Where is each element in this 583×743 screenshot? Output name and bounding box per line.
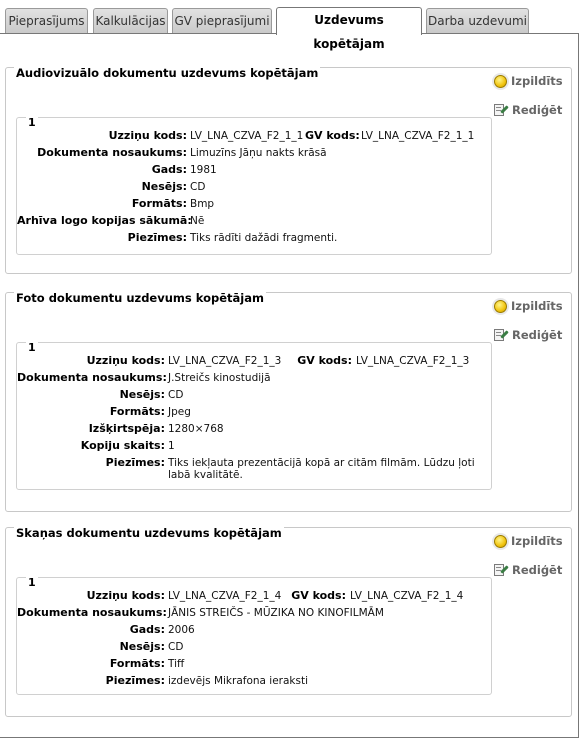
- panel-audiovisual: [5, 67, 572, 274]
- field-value: LV_LNA_CZVA_F2_1_3: [356, 355, 470, 367]
- field-label: Nesējs:: [141, 180, 187, 193]
- execute-button[interactable]: [494, 299, 563, 313]
- tab-darba-uzdevumi[interactable]: Darba uzdevumi: [426, 8, 529, 34]
- field-row: [17, 623, 487, 637]
- field-value: Nē: [190, 215, 205, 227]
- status-circle-icon: [494, 535, 507, 548]
- field-row: [17, 606, 487, 620]
- status-circle-icon: [494, 300, 507, 313]
- card-number: 1: [28, 116, 36, 129]
- tab-pieprasijums[interactable]: Pieprasījums: [5, 8, 88, 34]
- edit-button[interactable]: [494, 103, 562, 117]
- edit-label: Rediģēt: [512, 563, 563, 577]
- field-label: Arhīva logo kopijas sākumā:: [17, 214, 192, 227]
- task-card: [16, 342, 492, 490]
- field-label: Kopiju skaits:: [80, 439, 165, 452]
- field-row: [17, 180, 487, 194]
- field-value: Tiks iekļauta prezentācijā kopā ar citām filmām. Lūdzu ļoti labā kvalitātē.: [168, 457, 475, 481]
- field-value: LV_LNA_CZVA_F2_1_1: [361, 130, 475, 142]
- field-value: LV_LNA_CZVA_F2_1_1: [190, 130, 304, 142]
- field-value: CD: [168, 389, 184, 401]
- field-value: JĀNIS STREIČS - MŪZIKA NO KINOFILMĀM: [168, 607, 384, 619]
- field-value: Jpeg: [168, 406, 191, 418]
- field-row: [17, 371, 487, 385]
- card-number: 1: [28, 341, 36, 354]
- field-label: Dokumenta nosaukums:: [37, 146, 187, 159]
- field-row: [17, 197, 487, 211]
- field-value: 2006: [168, 624, 195, 636]
- panel-title: Foto dokumentu uzdevums kopētājam: [16, 291, 264, 305]
- tab-bar: [0, 0, 583, 51]
- field-value: 1: [168, 440, 175, 452]
- tab-gv-pieprasijumi[interactable]: GV pieprasījumi: [172, 8, 272, 34]
- field-value: izdevējs Mikrafona ieraksti: [168, 675, 309, 687]
- edit-document-icon: [494, 103, 508, 117]
- field-label: Uzziņu kods:: [108, 129, 187, 142]
- field-row: [17, 231, 487, 245]
- field-label: Formāts:: [109, 405, 165, 418]
- field-value: Tiks rādīti dažādi fragmenti.: [190, 232, 338, 244]
- field-value: CD: [168, 641, 184, 653]
- panel-title: Audiovizuālo dokumentu uzdevums kopētājam: [16, 66, 319, 80]
- field-label: Nesējs:: [119, 640, 165, 653]
- field-label: Formāts:: [131, 197, 187, 210]
- field-label: GV kods:: [305, 129, 360, 142]
- field-value: LV_LNA_CZVA_F2_1_3: [168, 355, 282, 367]
- panel-photo: [5, 292, 572, 512]
- field-label: GV kods:: [291, 589, 346, 602]
- task-card: [16, 577, 492, 695]
- field-row: [17, 163, 487, 177]
- edit-button[interactable]: [494, 563, 562, 577]
- field-row: [17, 214, 487, 228]
- field-label: Dokumenta nosaukums:: [17, 606, 167, 619]
- field-value: Limuzīns Jāņu nakts krāsā: [190, 147, 327, 159]
- edit-document-icon: [494, 328, 508, 342]
- field-value: 1280×768: [168, 423, 224, 435]
- field-value: Tiff: [168, 658, 185, 670]
- field-row: [17, 674, 487, 688]
- field-row: [17, 146, 487, 160]
- field-label: Izšķirtspēja:: [88, 422, 165, 435]
- field-row: [17, 439, 487, 453]
- field-value: LV_LNA_CZVA_F2_1_4: [168, 590, 282, 602]
- field-value: J.Streičs kinostudijā: [168, 372, 271, 384]
- task-card: [16, 117, 492, 255]
- tab-uzdevums-kopetajam[interactable]: Uzdevums kopētājam: [276, 7, 422, 35]
- panel-audio: [5, 527, 572, 717]
- field-label: Piezīmes:: [127, 231, 187, 244]
- field-label: Uzziņu kods:: [86, 589, 165, 602]
- field-label: Nesējs:: [119, 388, 165, 401]
- edit-label: Rediģēt: [512, 328, 563, 342]
- field-row: [17, 657, 487, 671]
- field-value: 1981: [190, 164, 217, 176]
- field-row: [17, 388, 487, 402]
- card-number: 1: [28, 576, 36, 589]
- edit-label: Rediģēt: [512, 103, 563, 117]
- field-row: [17, 589, 487, 603]
- execute-label: Izpildīts: [511, 299, 563, 313]
- field-value: LV_LNA_CZVA_F2_1_4: [350, 590, 464, 602]
- field-value: Bmp: [190, 198, 215, 210]
- field-label: Uzziņu kods:: [86, 354, 165, 367]
- execute-label: Izpildīts: [511, 74, 563, 88]
- field-row: [17, 354, 487, 368]
- field-value: CD: [190, 181, 206, 193]
- field-label: Formāts:: [109, 657, 165, 670]
- tab-kalkulacijas[interactable]: Kalkulācijas: [93, 8, 168, 34]
- status-circle-icon: [494, 75, 507, 88]
- field-label: Piezīmes:: [105, 456, 165, 469]
- execute-label: Izpildīts: [511, 534, 563, 548]
- edit-document-icon: [494, 563, 508, 577]
- field-row: [17, 422, 487, 436]
- field-label: Gads:: [129, 623, 165, 636]
- panel-title: Skaņas dokumentu uzdevums kopētājam: [16, 526, 282, 540]
- execute-button[interactable]: [494, 534, 563, 548]
- field-label: Dokumenta nosaukums:: [17, 371, 167, 384]
- edit-button[interactable]: [494, 328, 562, 342]
- field-row: [17, 129, 487, 143]
- field-row: [17, 640, 487, 654]
- field-row: [17, 405, 487, 419]
- execute-button[interactable]: [494, 74, 563, 88]
- field-label: Gads:: [151, 163, 187, 176]
- field-label: Piezīmes:: [105, 674, 165, 687]
- field-row: [17, 456, 487, 484]
- field-label: GV kods:: [297, 354, 352, 367]
